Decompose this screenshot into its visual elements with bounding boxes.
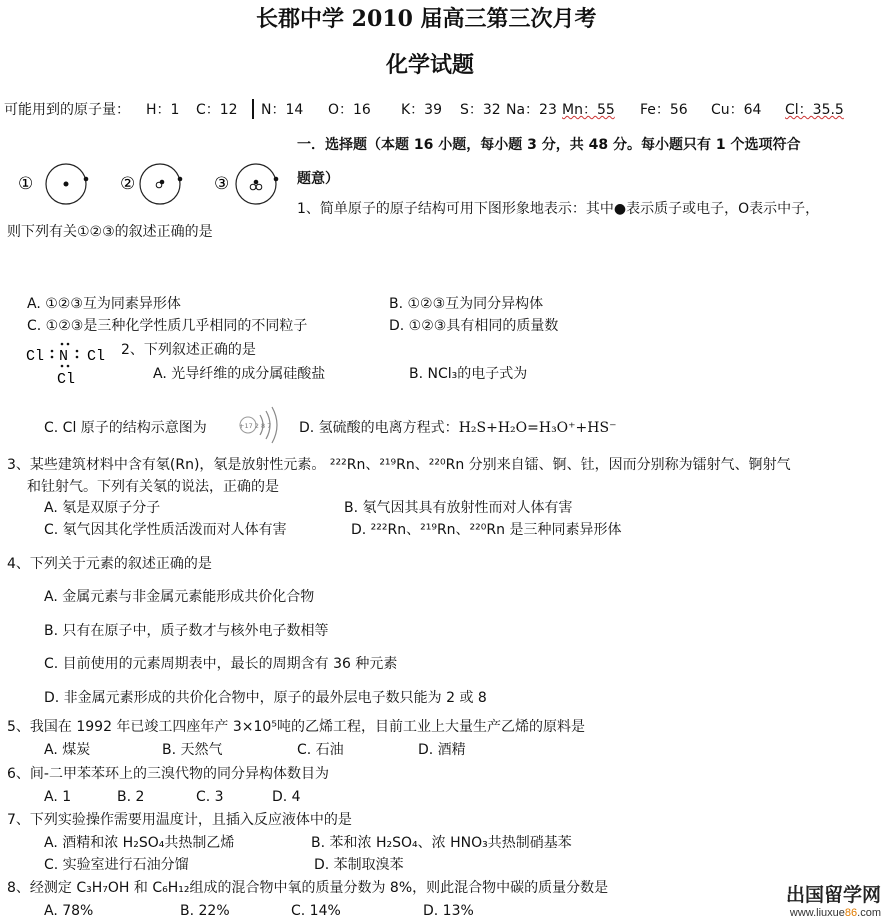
mass-c: C：12	[196, 102, 238, 118]
ncl3-lewis-structure	[26, 338, 114, 388]
q1-option-b: B. ①②③互为同分异构体	[389, 296, 544, 312]
q2-option-d	[299, 420, 616, 438]
atom-electron-2	[178, 177, 183, 182]
site-watermark	[786, 886, 881, 920]
electron-dot	[67, 343, 70, 346]
mass-mn: Mn：55	[562, 102, 615, 118]
divider	[252, 99, 254, 119]
exam-subtitle: 化学试题	[386, 52, 475, 78]
q2-option-b: B. NCl₃的电子式为	[409, 366, 528, 382]
q4-option-d: D. 非金属元素形成的共价化合物中，原子的最外层电子数只能为 2 或 8	[44, 690, 487, 706]
q7-option-b: B. 苯和浓 H₂SO₄、浓 HNO₃共热制硝基苯	[311, 835, 572, 851]
q8-stem: 8、经测定 C₃H₇OH 和 C₆H₁₂组成的混合物中氧的质量分数为 8%，则此混合物中碳的质量分数是	[7, 880, 609, 896]
q8-option-a: A. 78%	[44, 903, 94, 919]
q1-stem-cont: 则下列有关①②③的叙述正确的是	[7, 224, 213, 240]
q4-option-b: B. 只有在原子中，质子数才与核外电子数相等	[44, 623, 329, 639]
mass-cl: Cl：35.5	[785, 102, 844, 118]
q7-option-d: D. 苯制取溴苯	[314, 857, 404, 873]
electron-dot	[76, 356, 79, 359]
q3-stem: 3、某些建筑材料中含有氡(Rn)，氡是放射性元素。 ²²²Rn、²¹⁹Rn、²²⁰Rn 分别来自镭、锕、钍，因而分别称为镭射气、锕射气	[7, 457, 791, 473]
q4-option-a: A. 金属元素与非金属元素能形成共价化合物	[44, 589, 315, 605]
lewis-cl-bottom: Cl	[57, 371, 76, 388]
atom-electron-3	[274, 177, 279, 182]
electron-dot	[51, 356, 54, 359]
electron-dot	[76, 350, 79, 353]
lewis-cl-right: Cl	[87, 348, 106, 365]
q6-option-b: B. 2	[117, 789, 145, 805]
q1-stem: 1、简单原子的原子结构可用下图形象地表示：其中●表示质子或电子，O表示中子，	[297, 201, 820, 217]
mass-o: O：16	[328, 102, 371, 118]
atomic-masses-label: 可能用到的原子量：	[4, 102, 130, 118]
q2-option-a: A. 光导纤维的成分属硅酸盐	[153, 366, 326, 382]
q1-option-c: C. ①②③是三种化学性质几乎相同的不同粒子	[27, 318, 308, 334]
q3-option-d: D. ²²²Rn、²¹⁹Rn、²²⁰Rn 是三种同素异形体	[351, 522, 622, 538]
atom-label-2: ②	[120, 174, 136, 194]
mass-cu: Cu：64	[711, 102, 762, 118]
q7-option-c: C. 实验室进行石油分馏	[44, 857, 189, 873]
cl-diagram-label: +17 2 8 7	[239, 422, 272, 430]
mass-n: N：14	[261, 102, 304, 118]
shell-arc-3	[272, 407, 277, 443]
watermark-url-number: 86	[844, 906, 858, 919]
q5-option-b: B. 天然气	[162, 742, 223, 758]
atom-diagrams	[18, 160, 298, 210]
q5-option-a: A. 煤炭	[44, 742, 91, 758]
section-heading-cont: 题意）	[297, 171, 339, 187]
electron-dot	[61, 343, 64, 346]
section-heading: 一．选择题（本题 16 小题，每小题 3 分，共 48 分。每小题只有 1 个选项符合	[297, 137, 801, 153]
electron-dot	[51, 350, 54, 353]
lewis-cl-left: Cl	[26, 348, 45, 365]
cl-atom-structure-diagram	[236, 402, 282, 448]
atom-label-1: ①	[18, 174, 34, 194]
q2-option-d-label: D. 氢硫酸的电离方程式：	[299, 420, 459, 436]
q3-stem-cont: 和钍射气。下列有关氡的说法，正确的是	[27, 479, 279, 495]
watermark-name: 出国留学网	[785, 884, 881, 906]
mass-na: Na：23	[506, 102, 557, 118]
q5-stem: 5、我国在 1992 年已竣工四座年产 3×10⁵吨的乙烯工程，目前工业上大量生产乙烯的原料是	[7, 719, 585, 735]
q2-option-c: C. Cl 原子的结构示意图为	[44, 420, 207, 436]
q2-stem: 2、下列叙述正确的是	[121, 342, 256, 358]
q7-option-a: A. 酒精和浓 H₂SO₄共热制乙烯	[44, 835, 235, 851]
q7-stem: 7、下列实验操作需要用温度计，且插入反应液体中的是	[7, 812, 352, 828]
q8-option-d: D. 13%	[423, 903, 474, 919]
atom-label-3: ③	[214, 174, 230, 194]
q6-option-c: C. 3	[196, 789, 224, 805]
watermark-url[interactable]	[786, 907, 881, 920]
atom-proton-3	[254, 180, 259, 185]
q5-option-d: D. 酒精	[418, 742, 466, 758]
atom-neutron-3b	[256, 184, 262, 190]
mass-s: S：32	[460, 102, 501, 118]
q6-option-a: A. 1	[44, 789, 72, 805]
q4-option-c: C. 目前使用的元素周期表中，最长的周期含有 36 种元素	[44, 656, 398, 672]
atom-proton-1	[64, 182, 69, 187]
q5-option-c: C. 石油	[297, 742, 344, 758]
watermark-url-prefix: www.liuxue	[789, 906, 845, 919]
q8-option-c: C. 14%	[291, 903, 341, 919]
lewis-n: N	[59, 348, 69, 365]
watermark-url-suffix: .com	[857, 906, 881, 919]
atom-proton-2	[160, 180, 165, 185]
mass-h: H：1	[146, 102, 180, 118]
q6-option-d: D. 4	[272, 789, 301, 805]
mass-fe: Fe：56	[640, 102, 688, 118]
electron-dot	[61, 365, 64, 368]
q3-option-c: C. 氡气因其化学性质活泼而对人体有害	[44, 522, 287, 538]
atom-electron-1	[84, 177, 89, 182]
q3-option-a: A. 氡是双原子分子	[44, 500, 161, 516]
atom-shell-2	[140, 164, 180, 204]
q4-stem: 4、下列关于元素的叙述正确的是	[7, 556, 212, 572]
q6-stem: 6、间-二甲苯苯环上的三溴代物的同分异构体数目为	[7, 766, 329, 782]
electron-dot	[67, 365, 70, 368]
q8-option-b: B. 22%	[180, 903, 230, 919]
q1-option-a: A. ①②③互为同素异形体	[27, 296, 181, 312]
mass-k: K：39	[401, 102, 442, 118]
q2-option-d-formula: H₂S+H₂O=H₃O⁺+HS⁻	[458, 420, 617, 436]
atom-neutron-3a	[250, 184, 256, 190]
exam-title: 长郡中学 2010 届高三第三次月考	[256, 6, 597, 32]
q1-option-d: D. ①②③具有相同的质量数	[389, 318, 559, 334]
q3-option-b: B. 氡气因其具有放射性而对人体有害	[344, 500, 573, 516]
